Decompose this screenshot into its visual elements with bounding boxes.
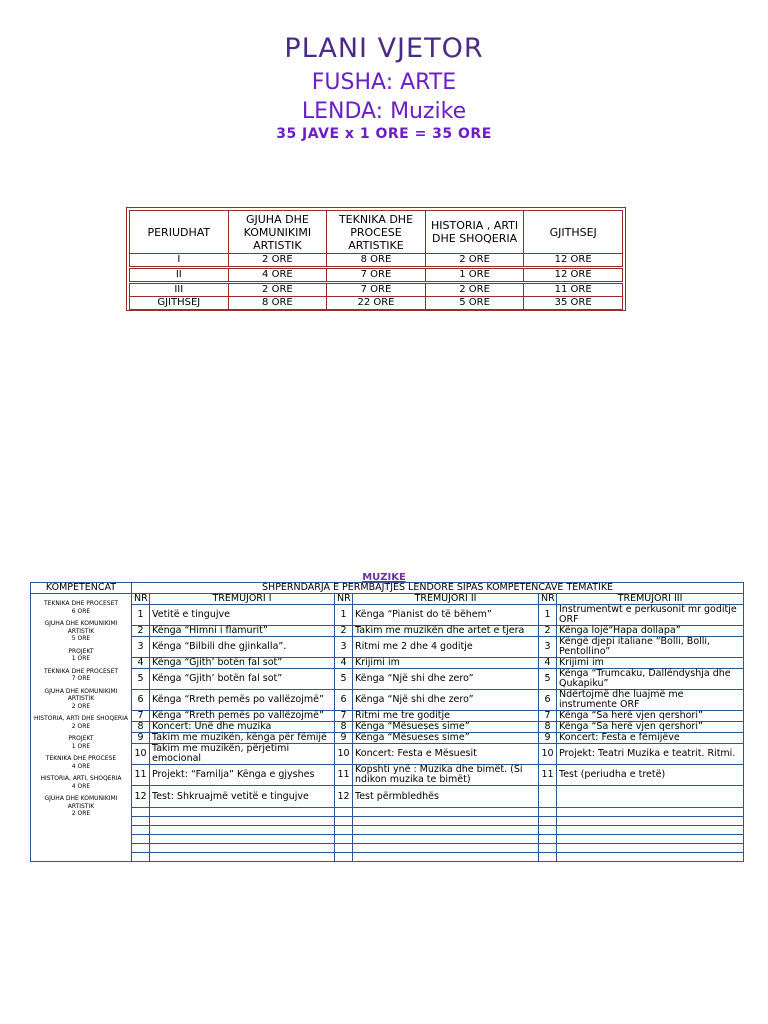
- lesson-number: 3: [539, 637, 557, 658]
- plan-row: [31, 744, 744, 765]
- lesson-title: Kënga “Një shi dhe zero”: [353, 690, 539, 711]
- competency-line: TEKNIKA DHE PROCESET: [43, 600, 119, 607]
- lesson-number: 9: [132, 733, 150, 744]
- lesson-number: 2: [335, 626, 353, 637]
- lesson-title: Kënga “Sa herë vjen qershori”: [557, 711, 744, 722]
- plan-row: [31, 669, 744, 690]
- lesson-number: 3: [132, 637, 150, 658]
- lesson-number: 5: [335, 669, 353, 690]
- lesson-number: 7: [539, 711, 557, 722]
- lesson-title: Këngë djepi italiane “Bolli, Bolli, Pentollino”: [557, 637, 744, 658]
- lesson-number: 1: [335, 605, 353, 626]
- summary-cell: 2 ORE: [228, 254, 327, 268]
- lesson-title: [557, 826, 744, 835]
- lesson-number: [335, 817, 353, 826]
- competencies-cell: [31, 594, 132, 862]
- summary-header: TEKNIKA DHE PROCESE ARTISTIKE: [327, 211, 426, 254]
- document-title: PLANI VJETOR: [284, 33, 484, 64]
- summary-cell: 12 ORE: [524, 268, 623, 283]
- lesson-number: 7: [335, 711, 353, 722]
- competency-line: 6 ORE: [71, 607, 91, 615]
- lesson-number: [335, 844, 353, 853]
- plan-row: [31, 722, 744, 733]
- competency-line: 2 ORE: [71, 722, 91, 730]
- lesson-title: Test (periudha e tretë): [557, 765, 744, 786]
- lesson-number: [335, 808, 353, 817]
- summary-cell: 8 ORE: [228, 297, 327, 310]
- competency-line: 4 ORE: [71, 782, 91, 790]
- lesson-title: [353, 844, 539, 853]
- lesson-title: Kënga “Rreth pemës po vallëzojmë”: [150, 690, 335, 711]
- lesson-number: 12: [132, 786, 150, 808]
- competency-line: 2 ORE: [71, 702, 91, 710]
- lesson-title: [150, 844, 335, 853]
- summary-header: GJUHA DHE KOMUNIKIMI ARTISTIK: [228, 211, 327, 254]
- hours-summary-table: [126, 207, 626, 311]
- competency-line: 7 ORE: [71, 675, 91, 682]
- competency-line: 1 ORE: [71, 742, 91, 750]
- lesson-title: Projekt: Teatri Muzika e teatrit. Ritmi.: [557, 744, 744, 765]
- term-3-header: TREMUJORI III: [557, 594, 744, 605]
- competency-line: GJUHA DHE KOMUNIKIMI ARTISTIK: [44, 795, 118, 810]
- lesson-title: [353, 817, 539, 826]
- lesson-number: [539, 817, 557, 826]
- lesson-number: 8: [335, 722, 353, 733]
- lesson-number: [132, 853, 150, 862]
- lesson-title: Ritmi me 2 dhe 4 goditje: [353, 637, 539, 658]
- plan-row: [31, 605, 744, 626]
- nr-header: NR: [335, 594, 353, 605]
- plan-row: [31, 844, 744, 853]
- lesson-number: 3: [335, 637, 353, 658]
- lesson-number: [132, 844, 150, 853]
- lesson-number: 2: [132, 626, 150, 637]
- summary-header: HISTORIA , ARTI DHE SHOQERIA: [425, 211, 524, 254]
- nr-header: NR: [132, 594, 150, 605]
- summary-cell: 2 ORE: [228, 283, 327, 297]
- lesson-number: 10: [132, 744, 150, 765]
- competency-line: GJUHA DHE KOMUNIKIMI ARTISTIK: [44, 620, 118, 635]
- lesson-number: 9: [335, 733, 353, 744]
- summary-cell: 11 ORE: [524, 283, 623, 297]
- lesson-title: Ndërtojmë dhe luajmë me instrumente ORF: [557, 690, 744, 711]
- lesson-title: Ritmi me tre goditje: [353, 711, 539, 722]
- lesson-number: 7: [132, 711, 150, 722]
- lesson-title: Kënga “Gjith’ botën fal sot”: [150, 669, 335, 690]
- summary-row: [130, 283, 623, 297]
- lesson-number: [132, 808, 150, 817]
- lesson-title: [557, 817, 744, 826]
- plan-row: [31, 817, 744, 826]
- lesson-title: [353, 826, 539, 835]
- lesson-title: [150, 853, 335, 862]
- lesson-number: 5: [132, 669, 150, 690]
- plan-row: [31, 786, 744, 808]
- lesson-title: Koncert: Festa e fëmijëve: [557, 733, 744, 744]
- lesson-number: [539, 786, 557, 808]
- summary-cell: GJITHSEJ: [130, 297, 229, 310]
- plan-row: [31, 658, 744, 669]
- lesson-title: Kënga lojë“Hapa dollapa”: [557, 626, 744, 637]
- lesson-title: [353, 835, 539, 844]
- hours-title: 35 JAVE x 1 ORE = 35 ORE: [276, 126, 492, 142]
- lesson-number: 11: [132, 765, 150, 786]
- competency-line: 2 ORE: [71, 810, 91, 817]
- lesson-number: [132, 835, 150, 844]
- lesson-number: [335, 826, 353, 835]
- lesson-title: Koncert: Unë dhe muzika: [150, 722, 335, 733]
- lesson-title: Takim me muzikën, kënga për fëmijë: [150, 733, 335, 744]
- plan-header-row: [31, 583, 744, 594]
- lesson-title: Krijimi im: [557, 658, 744, 669]
- lesson-title: Kopshti ynë : Muzika dhe bimët. (Si ndikon muzika te bimët): [353, 765, 539, 786]
- plan-row: [31, 808, 744, 817]
- lesson-number: [539, 835, 557, 844]
- summary-cell: 2 ORE: [425, 283, 524, 297]
- plan-row: [31, 765, 744, 786]
- competency-line: TEKNIKA DHE PROCESET: [43, 667, 119, 675]
- lesson-number: 10: [539, 744, 557, 765]
- plan-row: [31, 853, 744, 862]
- lesson-number: 6: [132, 690, 150, 711]
- lesson-title: [557, 853, 744, 862]
- lesson-title: Test: Shkruajmë vetitë e tingujve: [150, 786, 335, 808]
- competency-line: PROJEKT: [68, 735, 94, 742]
- lesson-number: 9: [539, 733, 557, 744]
- lesson-number: [132, 817, 150, 826]
- term-1-header: TREMUJORI I: [150, 594, 335, 605]
- lesson-title: Kënga “Sa herë vjen qershori”: [557, 722, 744, 733]
- lesson-number: [539, 844, 557, 853]
- lesson-number: 10: [335, 744, 353, 765]
- kompetencat-header: KOMPETENCAT: [31, 583, 132, 594]
- nr-header: NR: [539, 594, 557, 605]
- lesson-title: [353, 853, 539, 862]
- subject-heading: MUZIKE: [362, 572, 406, 583]
- summary-cell: 4 ORE: [228, 268, 327, 283]
- lesson-title: Kënga “Gjith’ botën fal sot”: [150, 658, 335, 669]
- plan-row: [31, 690, 744, 711]
- lesson-title: [353, 808, 539, 817]
- summary-row: [130, 268, 623, 283]
- lesson-title: Takim me muzikën dhe artet e tjera: [353, 626, 539, 637]
- lesson-title: Kënga “Pianist do të bëhem”: [353, 605, 539, 626]
- summary-cell: II: [130, 268, 229, 283]
- lesson-title: [557, 808, 744, 817]
- lesson-number: 8: [539, 722, 557, 733]
- summary-cell: 7 ORE: [327, 268, 426, 283]
- lesson-title: Kënga “Rreth pemës po vallëzojmë”: [150, 711, 335, 722]
- summary-cell: 35 ORE: [524, 297, 623, 310]
- lesson-number: [539, 808, 557, 817]
- lesson-number: 1: [539, 605, 557, 626]
- summary-row: [130, 297, 623, 310]
- lesson-title: [557, 835, 744, 844]
- summary-cell: 7 ORE: [327, 283, 426, 297]
- lesson-title: Projekt: “Familja” Kënga e gjyshes: [150, 765, 335, 786]
- summary-row: [130, 254, 623, 268]
- lesson-title: [150, 808, 335, 817]
- plan-row: [31, 711, 744, 722]
- lesson-title: Kënga “Himni i flamurit”: [150, 626, 335, 637]
- lesson-title: Krijimi im: [353, 658, 539, 669]
- lesson-number: 1: [132, 605, 150, 626]
- lesson-title: [150, 835, 335, 844]
- summary-cell: 8 ORE: [327, 254, 426, 268]
- plan-row: [31, 637, 744, 658]
- lesson-title: Kënga “Mësueses sime”: [353, 722, 539, 733]
- competency-line: PROJEKT: [68, 647, 94, 655]
- lesson-number: 5: [539, 669, 557, 690]
- lesson-title: [557, 786, 744, 808]
- competency-line: GJUHA DHE KOMUNIKIMI ARTISTIK: [44, 687, 118, 702]
- competency-line: 5 ORE: [71, 635, 91, 642]
- term-2-header: TREMUJORI II: [353, 594, 539, 605]
- lesson-title: [150, 826, 335, 835]
- lesson-title: [557, 844, 744, 853]
- lesson-title: Koncert: Festa e Mësuesit: [353, 744, 539, 765]
- lesson-number: [132, 826, 150, 835]
- competency-line: HISTORIA, ARTI DHE SHOQERIA: [34, 715, 128, 722]
- summary-cell: 2 ORE: [425, 254, 524, 268]
- summary-header: GJITHSEJ: [524, 211, 623, 254]
- lesson-title: Kënga “Bilbili dhe gjinkalla”.: [150, 637, 335, 658]
- summary-cell: 1 ORE: [425, 268, 524, 283]
- lesson-title: Instrumentwt e perkusonit mr goditje ORF: [557, 605, 744, 626]
- plan-row: [31, 626, 744, 637]
- subject-title: LENDA: Muzike: [301, 99, 467, 124]
- competency-line: HISTORIA, ARTI, SHOQERIA: [40, 775, 122, 782]
- distribution-header: SHPERNDARJA E PERMBAJTJES LENDORE SIPAS KOMPETENCAVE TEMATIKE: [132, 583, 744, 594]
- lesson-number: [335, 853, 353, 862]
- lesson-number: [335, 835, 353, 844]
- lesson-number: 12: [335, 786, 353, 808]
- lesson-title: Takim me muzikën, përjetimi emocional: [150, 744, 335, 765]
- lesson-number: [539, 853, 557, 862]
- competency-line: 4 ORE: [71, 762, 91, 770]
- lesson-number: 6: [335, 690, 353, 711]
- plan-row: [31, 733, 744, 744]
- summary-header: PERIUDHAT: [130, 211, 229, 254]
- lesson-title: Vetitë e tingujve: [150, 605, 335, 626]
- lesson-number: [539, 826, 557, 835]
- summary-cell: 12 ORE: [524, 254, 623, 268]
- annual-plan-table: [30, 582, 744, 862]
- lesson-number: 8: [132, 722, 150, 733]
- competency-line: TEKNIKA DHE PROCESE: [45, 755, 117, 762]
- lesson-number: 2: [539, 626, 557, 637]
- summary-cell: 22 ORE: [327, 297, 426, 310]
- plan-row: [31, 835, 744, 844]
- lesson-title: Kënga “Trumcaku, Dallëndyshja dhe Qukapiku”: [557, 669, 744, 690]
- lesson-number: 4: [539, 658, 557, 669]
- lesson-title: Kënga “Mësueses sime”: [353, 733, 539, 744]
- field-title: FUSHA: ARTE: [311, 70, 457, 95]
- summary-cell: 5 ORE: [425, 297, 524, 310]
- lesson-number: 4: [335, 658, 353, 669]
- lesson-title: Test përmbledhës: [353, 786, 539, 808]
- summary-header-row: [130, 211, 623, 254]
- plan-row: [31, 826, 744, 835]
- lesson-number: 11: [335, 765, 353, 786]
- lesson-title: Kënga “Një shi dhe zero”: [353, 669, 539, 690]
- lesson-number: 6: [539, 690, 557, 711]
- summary-cell: III: [130, 283, 229, 297]
- lesson-number: 4: [132, 658, 150, 669]
- lesson-title: [150, 817, 335, 826]
- term-header-row: [31, 594, 744, 605]
- competency-line: 1 ORE: [71, 655, 91, 662]
- summary-cell: I: [130, 254, 229, 268]
- lesson-number: 11: [539, 765, 557, 786]
